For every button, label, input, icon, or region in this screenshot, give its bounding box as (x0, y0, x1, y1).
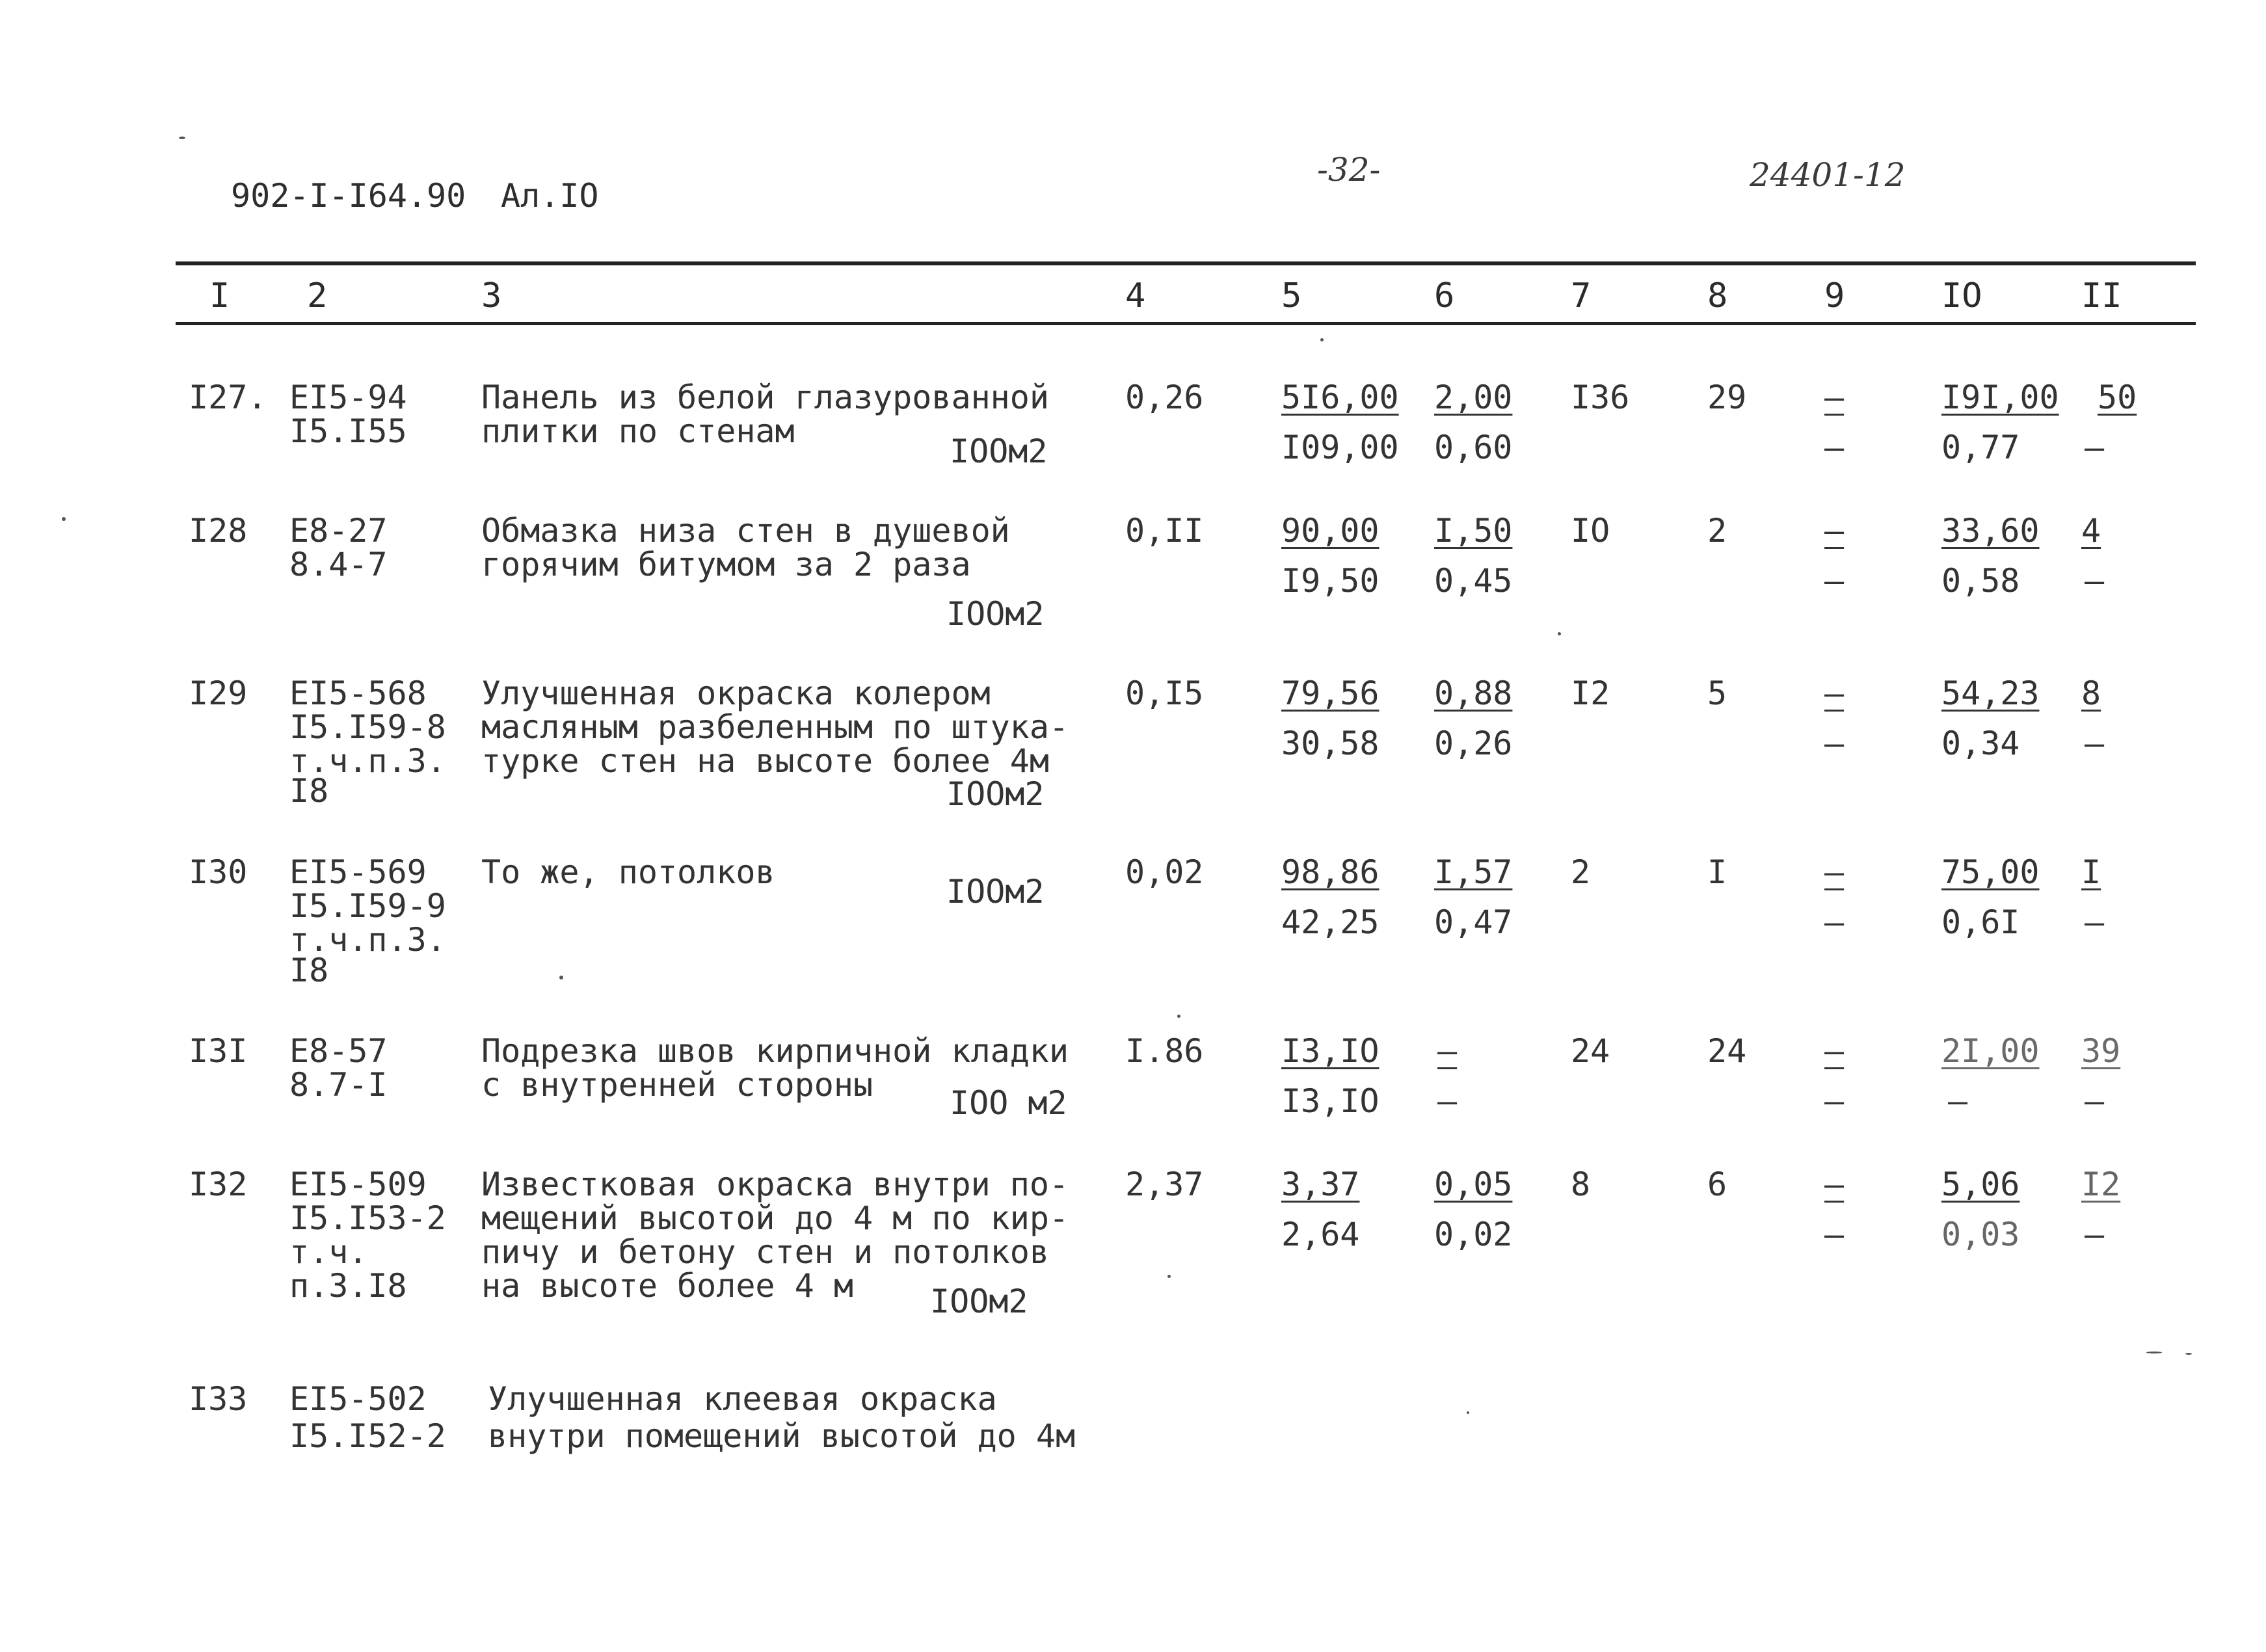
col11-top: 8 (2081, 674, 2101, 712)
code-line: I5.I59-9 (289, 887, 446, 925)
col5-bottom: I3,IO (1281, 1082, 1380, 1120)
row-number: I32 (189, 1166, 248, 1203)
col6-top: I,57 (1434, 853, 1513, 891)
description-line: Обмазка низа стен в душевой (481, 512, 1010, 550)
col9-bottom: – (1824, 562, 1845, 600)
col10-bottom: 0,58 (1941, 562, 2020, 600)
unit-label: IOOм2 (946, 775, 1045, 813)
scan-mark (1558, 632, 1561, 635)
col8-value: 2 (1707, 512, 1727, 550)
col10-top: 5,06 (1941, 1166, 2020, 1203)
row-number: I28 (189, 512, 248, 550)
scan-mark (1167, 1275, 1171, 1278)
col10-top: 54,23 (1941, 674, 2040, 712)
col8-value: I (1707, 853, 1727, 891)
code-line: EI5-509 (289, 1166, 427, 1203)
col7-value: 8 (1571, 1166, 1591, 1203)
col11-bottom: – (2085, 562, 2105, 600)
row-number: I27. (189, 379, 267, 416)
unit-label: IOOм2 (946, 595, 1045, 633)
description-line: внутри помещений высотой до 4м (488, 1417, 1076, 1455)
col8-value: 24 (1707, 1032, 1747, 1070)
col5-bottom: I09,00 (1281, 429, 1399, 466)
col6-bottom: 0,02 (1434, 1216, 1513, 1253)
col7-value: I2 (1571, 674, 1610, 712)
col-header-6: 6 (1434, 276, 1455, 315)
code-line: т.ч.п.3. (289, 742, 446, 780)
scan-mark (559, 976, 563, 979)
col-header-4: 4 (1125, 276, 1146, 315)
col4-value: 0,II (1125, 512, 1204, 550)
col11-top: 39 (2081, 1032, 2121, 1070)
col-header-8: 8 (1707, 276, 1728, 315)
code-line: EI5-568 (289, 674, 427, 712)
col10-top: 2I,00 (1941, 1032, 2040, 1070)
col9-top: – (1824, 674, 1845, 712)
col9-bottom: – (1824, 429, 1845, 466)
code-line: 8.7-I (289, 1066, 388, 1104)
code-line: п.3.I8 (289, 1267, 407, 1305)
col11-top: 4 (2081, 512, 2101, 550)
col11-bottom: – (2085, 429, 2105, 466)
col5-top: 90,00 (1281, 512, 1380, 550)
col6-top: – (1437, 1032, 1458, 1070)
col9-top: – (1824, 1032, 1845, 1070)
col7-value: IO (1571, 512, 1610, 550)
col11-top: 50 (2098, 379, 2137, 416)
code-line: I5.I59-8 (289, 708, 446, 746)
col7-value: I36 (1571, 379, 1630, 416)
col5-top: 5I6,00 (1281, 379, 1399, 416)
col9-top: – (1824, 853, 1845, 891)
col-header-5: 5 (1281, 276, 1302, 315)
code-line: т.ч. (289, 1233, 368, 1271)
description-line: турке стен на высоте более 4м (481, 742, 1049, 780)
description-line: мещений высотой до 4 м по кир- (481, 1199, 1069, 1237)
page-number: -32- (1317, 151, 1381, 189)
col11-top: I (2081, 853, 2101, 891)
col-header-11: II (2081, 276, 2122, 315)
col11-bottom: – (2085, 725, 2105, 762)
col9-bottom: – (1824, 903, 1845, 941)
col9-top: – (1824, 379, 1845, 416)
row-number: I3I (189, 1032, 248, 1070)
code-line: E8-27 (289, 512, 388, 550)
col10-top: 75,00 (1941, 853, 2040, 891)
col5-top: 79,56 (1281, 674, 1380, 712)
code-line: т.ч.п.3. (289, 921, 446, 959)
col4-value: 2,37 (1125, 1166, 1204, 1203)
description-line: Подрезка швов кирпичной кладки (481, 1032, 1069, 1070)
col5-top: I3,IO (1281, 1032, 1380, 1070)
scan-mark (62, 517, 66, 521)
col10-bottom: 0,34 (1941, 725, 2020, 762)
unit-label: IOO м2 (950, 1084, 1067, 1122)
code-line: E8-57 (289, 1032, 388, 1070)
description-line: горячим битумом за 2 раза (481, 546, 971, 583)
code-line: I8 (289, 952, 329, 989)
col10-bottom: 0,6I (1941, 903, 2020, 941)
col5-bottom: I9,50 (1281, 562, 1380, 600)
col4-value: I.86 (1125, 1032, 1204, 1070)
col11-top: I2 (2081, 1166, 2121, 1203)
col-header-1: I (209, 276, 230, 315)
col-header-3: 3 (481, 276, 502, 315)
unit-label: IOOм2 (946, 873, 1045, 911)
scan-mark (2185, 1353, 2192, 1355)
col6-bottom: 0,26 (1434, 725, 1513, 762)
col6-bottom: – (1437, 1082, 1458, 1120)
col8-value: 5 (1707, 674, 1727, 712)
col8-value: 29 (1707, 379, 1747, 416)
code-line: I5.I55 (289, 412, 407, 450)
description-line: на высоте более 4 м (481, 1267, 853, 1305)
col6-bottom: 0,45 (1434, 562, 1513, 600)
col-header-10: IO (1941, 276, 1982, 315)
col8-value: 6 (1707, 1166, 1727, 1203)
col4-value: 0,I5 (1125, 674, 1204, 712)
code-line: I5.I52-2 (289, 1417, 446, 1455)
col4-value: 0,26 (1125, 379, 1204, 416)
col6-bottom: 0,60 (1434, 429, 1513, 466)
scan-mark (1177, 1015, 1180, 1018)
description-line: плитки по стенам (481, 412, 795, 450)
row-number: I30 (189, 853, 248, 891)
code-line: 8.4-7 (289, 546, 388, 583)
col6-top: 0,88 (1434, 674, 1513, 712)
col6-top: I,50 (1434, 512, 1513, 550)
scan-mark (1467, 1411, 1469, 1414)
table-top-rule (176, 261, 2196, 265)
col10-bottom: 0,77 (1941, 429, 2020, 466)
col10-top: 33,60 (1941, 512, 2040, 550)
col9-bottom: – (1824, 1216, 1845, 1253)
col5-bottom: 30,58 (1281, 725, 1380, 762)
col-header-7: 7 (1571, 276, 1592, 315)
col9-top: – (1824, 512, 1845, 550)
col4-value: 0,02 (1125, 853, 1204, 891)
unit-label: IOOм2 (950, 433, 1048, 470)
col5-bottom: 2,64 (1281, 1216, 1360, 1253)
description-line: Улучшенная клеевая окраска (488, 1380, 997, 1418)
description-line: Известковая окраска внутри по- (481, 1166, 1069, 1203)
code-line: I5.I53-2 (289, 1199, 446, 1237)
row-number: I33 (189, 1380, 248, 1418)
doc-number: 24401-12 (1750, 156, 1906, 194)
col6-top: 2,00 (1434, 379, 1513, 416)
col10-bottom: 0,03 (1941, 1216, 2020, 1253)
row-number: I29 (189, 674, 248, 712)
sheet-label: Ал.IO (501, 177, 599, 215)
scan-mark (2146, 1352, 2162, 1353)
document-code: 902-I-I64.90 (231, 177, 466, 215)
col5-top: 3,37 (1281, 1166, 1360, 1203)
col6-bottom: 0,47 (1434, 903, 1513, 941)
code-line: EI5-502 (289, 1380, 427, 1418)
col7-value: 24 (1571, 1032, 1610, 1070)
scan-mark (179, 137, 185, 139)
description-line: масляным разбеленным по штука- (481, 708, 1069, 746)
col10-top: I9I,00 (1941, 379, 2059, 416)
table-header-rule (176, 322, 2196, 325)
col9-bottom: – (1824, 725, 1845, 762)
col11-bottom: – (2085, 1216, 2105, 1253)
description-line: То же, потолков (481, 853, 775, 891)
col6-top: 0,05 (1434, 1166, 1513, 1203)
col7-value: 2 (1571, 853, 1591, 891)
col-header-2: 2 (307, 276, 328, 315)
col5-bottom: 42,25 (1281, 903, 1380, 941)
code-line: I8 (289, 772, 329, 810)
col-header-9: 9 (1824, 276, 1845, 315)
code-line: EI5-569 (289, 853, 427, 891)
col5-top: 98,86 (1281, 853, 1380, 891)
description-line: с внутренней стороны (481, 1066, 873, 1104)
code-line: EI5-94 (289, 379, 407, 416)
description-line: пичу и бетону стен и потолков (481, 1233, 1049, 1271)
unit-label: IOOм2 (930, 1283, 1028, 1320)
col9-top: – (1824, 1166, 1845, 1203)
col11-bottom: – (2085, 903, 2105, 941)
col11-bottom: – (2085, 1082, 2105, 1120)
col9-bottom: – (1824, 1082, 1845, 1120)
col10-bottom: – (1948, 1082, 1968, 1120)
description-line: Панель из белой глазурованной (481, 379, 1049, 416)
description-line: Улучшенная окраска колером (481, 674, 991, 712)
scan-mark (1320, 338, 1324, 341)
